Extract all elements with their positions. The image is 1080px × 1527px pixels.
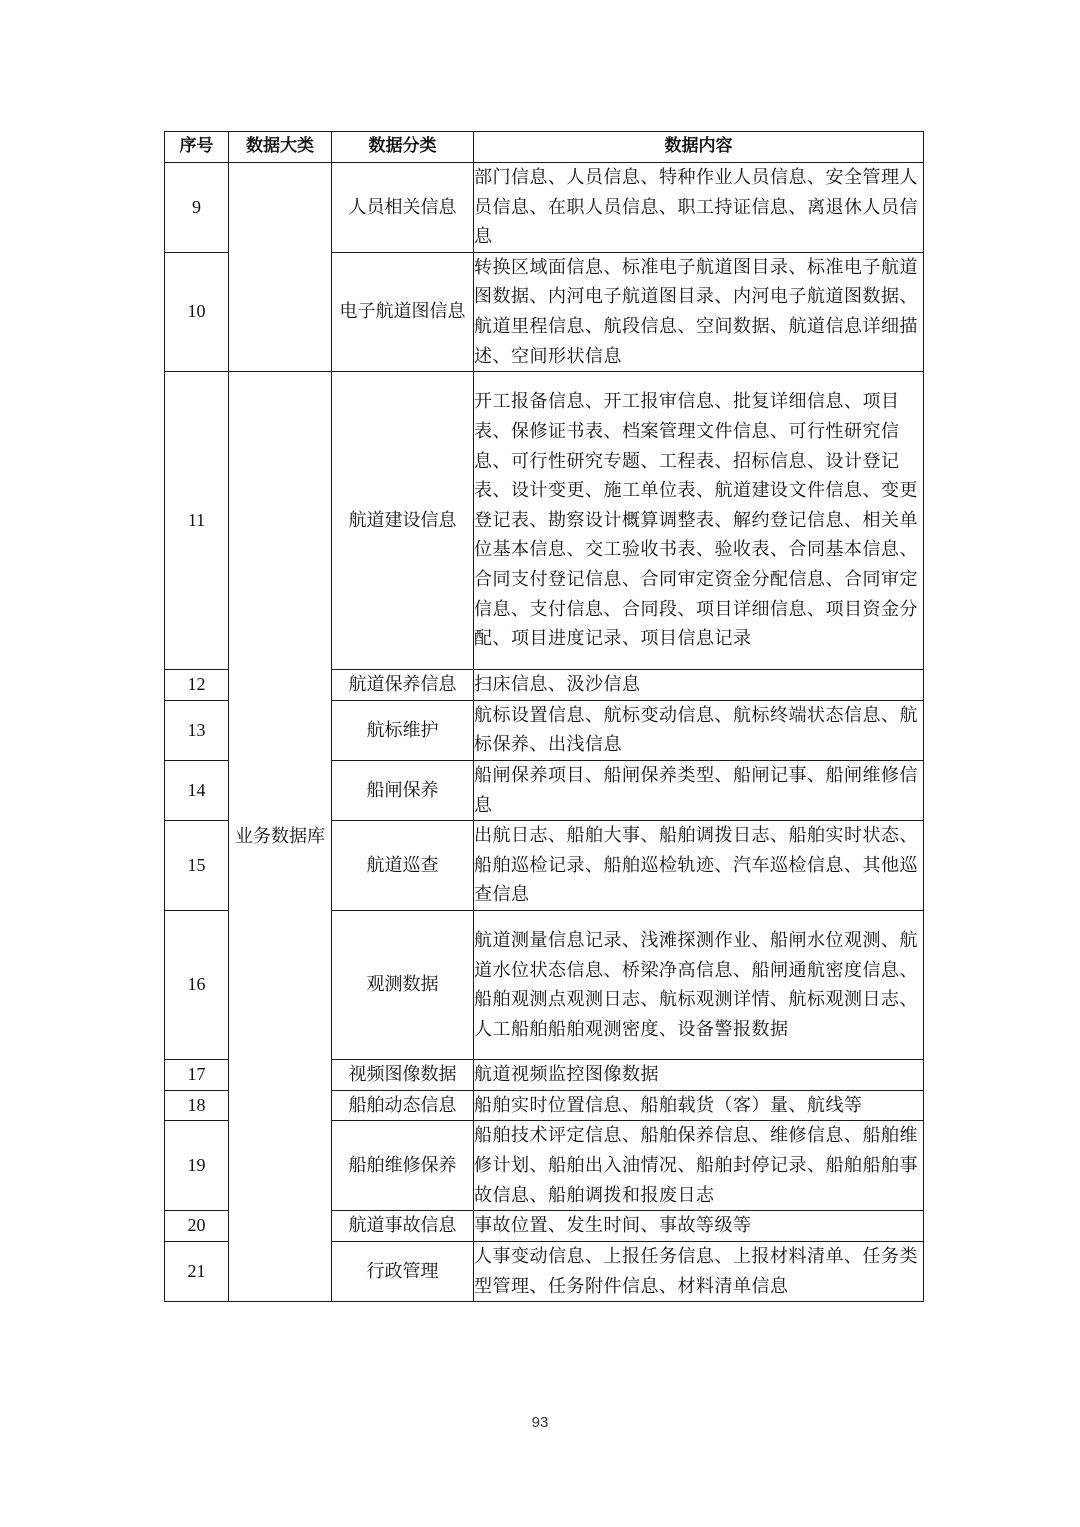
- row-number: 15: [165, 821, 229, 911]
- row-content: 事故位置、发生时间、事故等级等: [474, 1211, 924, 1242]
- row-number: 17: [165, 1060, 229, 1091]
- major-category-cell-blank: [229, 163, 332, 372]
- row-content: 航标设置信息、航标变动信息、航标终端状态信息、航标保养、出浅信息: [474, 700, 924, 760]
- row-category: 电子航道图信息: [332, 252, 474, 371]
- table-row: [165, 372, 924, 670]
- row-category: 船闸保养: [332, 760, 474, 820]
- row-category: 人员相关信息: [332, 163, 474, 253]
- row-category: 航道巡查: [332, 821, 474, 911]
- row-category: 船舶动态信息: [332, 1090, 474, 1121]
- row-number: 19: [165, 1121, 229, 1211]
- row-category: 视频图像数据: [332, 1060, 474, 1091]
- row-content: 开工报备信息、开工报审信息、批复详细信息、项目表、保修证书表、档案管理文件信息、可行性研究信息、可行性研究专题、工程表、招标信息、设计登记表、设计变更、施工单位表、航道建设文件信息、变更登记表、勘察设计概算调整表、解约登记信息、相关单位基本信息、交工验收书表、验收表、合同基本信息、合同支付登记信息、合同审定资金分配信息、合同审定信息、支付信息、合同段、项目详细信息、项目资金分配、项目进度记录、项目信息记录: [474, 372, 924, 670]
- header-category: 数据分类: [332, 132, 474, 163]
- row-number: 20: [165, 1211, 229, 1242]
- row-content: 航道测量信息记录、浅滩探测作业、船闸水位观测、航道水位状态信息、桥梁净高信息、船闸通航密度信息、船舶观测点观测日志、航标观测详情、航标观测日志、人工船舶船舶观测密度、设备警报数据: [474, 911, 924, 1060]
- header-serial-number: 序号: [165, 132, 229, 163]
- row-category: 航标维护: [332, 700, 474, 760]
- row-number: 16: [165, 911, 229, 1060]
- row-content: 船舶技术评定信息、船舶保养信息、维修信息、船舶维修计划、船舶出入油情况、船舶封停记录、船舶船舶事故信息、船舶调拨和报废日志: [474, 1121, 924, 1211]
- table-header-row: [165, 132, 924, 163]
- row-content: 部门信息、人员信息、特种作业人员信息、安全管理人员信息、在职人员信息、职工持证信息、离退休人员信息: [474, 163, 924, 253]
- row-category: 船舶维修保养: [332, 1121, 474, 1211]
- row-content: 航道视频监控图像数据: [474, 1060, 924, 1091]
- row-content: 出航日志、船舶大事、船舶调拨日志、船舶实时状态、船舶巡检记录、船舶巡检轨迹、汽车巡检信息、其他巡查信息: [474, 821, 924, 911]
- row-number: 9: [165, 163, 229, 253]
- row-number: 14: [165, 760, 229, 820]
- row-number: 21: [165, 1241, 229, 1301]
- major-category-cell: 业务数据库: [229, 372, 332, 1302]
- page-number: 93: [531, 1414, 549, 1431]
- row-content: 船舶实时位置信息、船舶载货（客）量、航线等: [474, 1090, 924, 1121]
- row-number: 18: [165, 1090, 229, 1121]
- row-content: 人事变动信息、上报任务信息、上报材料清单、任务类型管理、任务附件信息、材料清单信息: [474, 1241, 924, 1301]
- row-category: 航道保养信息: [332, 670, 474, 701]
- row-number: 13: [165, 700, 229, 760]
- row-category: 航道建设信息: [332, 372, 474, 670]
- row-content: 转换区域面信息、标准电子航道图目录、标准电子航道图数据、内河电子航道图目录、内河电子航道图数据、航道里程信息、航段信息、空间数据、航道信息详细描述、空间形状信息: [474, 252, 924, 371]
- row-content: 扫床信息、汲沙信息: [474, 670, 924, 701]
- header-content: 数据内容: [474, 132, 924, 163]
- row-category: 航道事故信息: [332, 1211, 474, 1242]
- header-major-category: 数据大类: [229, 132, 332, 163]
- row-number: 11: [165, 372, 229, 670]
- row-content: 船闸保养项目、船闸保养类型、船闸记事、船闸维修信息: [474, 760, 924, 820]
- row-number: 10: [165, 252, 229, 371]
- row-category: 行政管理: [332, 1241, 474, 1301]
- row-number: 12: [165, 670, 229, 701]
- table-row: [165, 163, 924, 253]
- row-category: 观测数据: [332, 911, 474, 1060]
- data-catalog-table: [164, 131, 924, 1302]
